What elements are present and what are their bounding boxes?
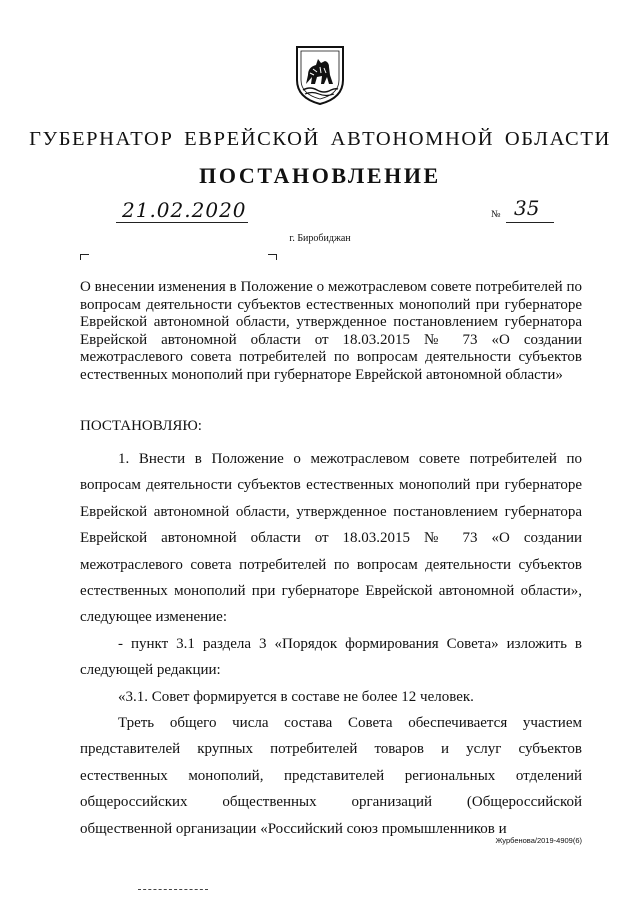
document-body xyxy=(80,446,582,842)
document-subject: О внесении изменения в Положение о межотраслевом совете потребителей по вопросам деятельности субъектов естественных монополий при губернаторе Еврейской автономной области, утвержденное постановлением губернатора Еврейской автономной области от 18.03.2015 № 73 «О создании межотраслевого совета потребителей по вопросам деятельности субъектов естественных монополий при губернаторе Еврейской автономной области» xyxy=(80,279,582,383)
body-paragraph: «3.1. Совет формируется в составе не более 12 человек. xyxy=(118,688,474,705)
resolve-heading: ПОСТАНОВЛЯЮ: xyxy=(80,418,202,434)
bottom-scan-mark xyxy=(138,889,208,890)
body-paragraph: Треть общего числа состава Совета обеспечивается участием представителей крупных потребителей товаров и услуг субъектов естественных монополий, представителей региональных отделений общероссийских общественных организаций (Общероссийской общественной организации «Российский союз промышленников и xyxy=(80,715,582,837)
handwritten-date: 21.02.2020 xyxy=(122,198,247,222)
date-underline xyxy=(116,222,248,223)
body-paragraph: - пункт 3.1 раздела 3 «Порядок формирования Совета» изложить в следующей редакции: xyxy=(80,635,582,679)
subject-corner-left xyxy=(80,254,89,260)
authority-heading: ГУБЕРНАТОР ЕВРЕЙСКОЙ АВТОНОМНОЙ ОБЛАСТИ xyxy=(29,128,611,150)
body-paragraph: 1. Внести в Положение о межотраслевом совете потребителей по вопросам деятельности субъектов естественных монополий при губернаторе Еврейской автономной области, утвержденное постановлением губернатора Еврейской автономной области от 18.03.2015 № 73 «О создании межотраслевого совета потребителей по вопросам деятельности субъектов естественных монополий при губернаторе Еврейской автономной области», следующее изменение: xyxy=(80,451,582,626)
handwritten-number: 35 xyxy=(514,196,540,220)
number-label: № xyxy=(491,209,501,220)
city-line: г. Биробиджан xyxy=(289,233,351,244)
document-type-title: ПОСТАНОВЛЕНИЕ xyxy=(199,163,441,188)
subject-corner-right xyxy=(268,254,277,260)
number-underline xyxy=(506,222,554,223)
executor-code: Журбенова/2019-4909(6) xyxy=(495,836,582,845)
coat-of-arms-icon xyxy=(294,44,346,106)
